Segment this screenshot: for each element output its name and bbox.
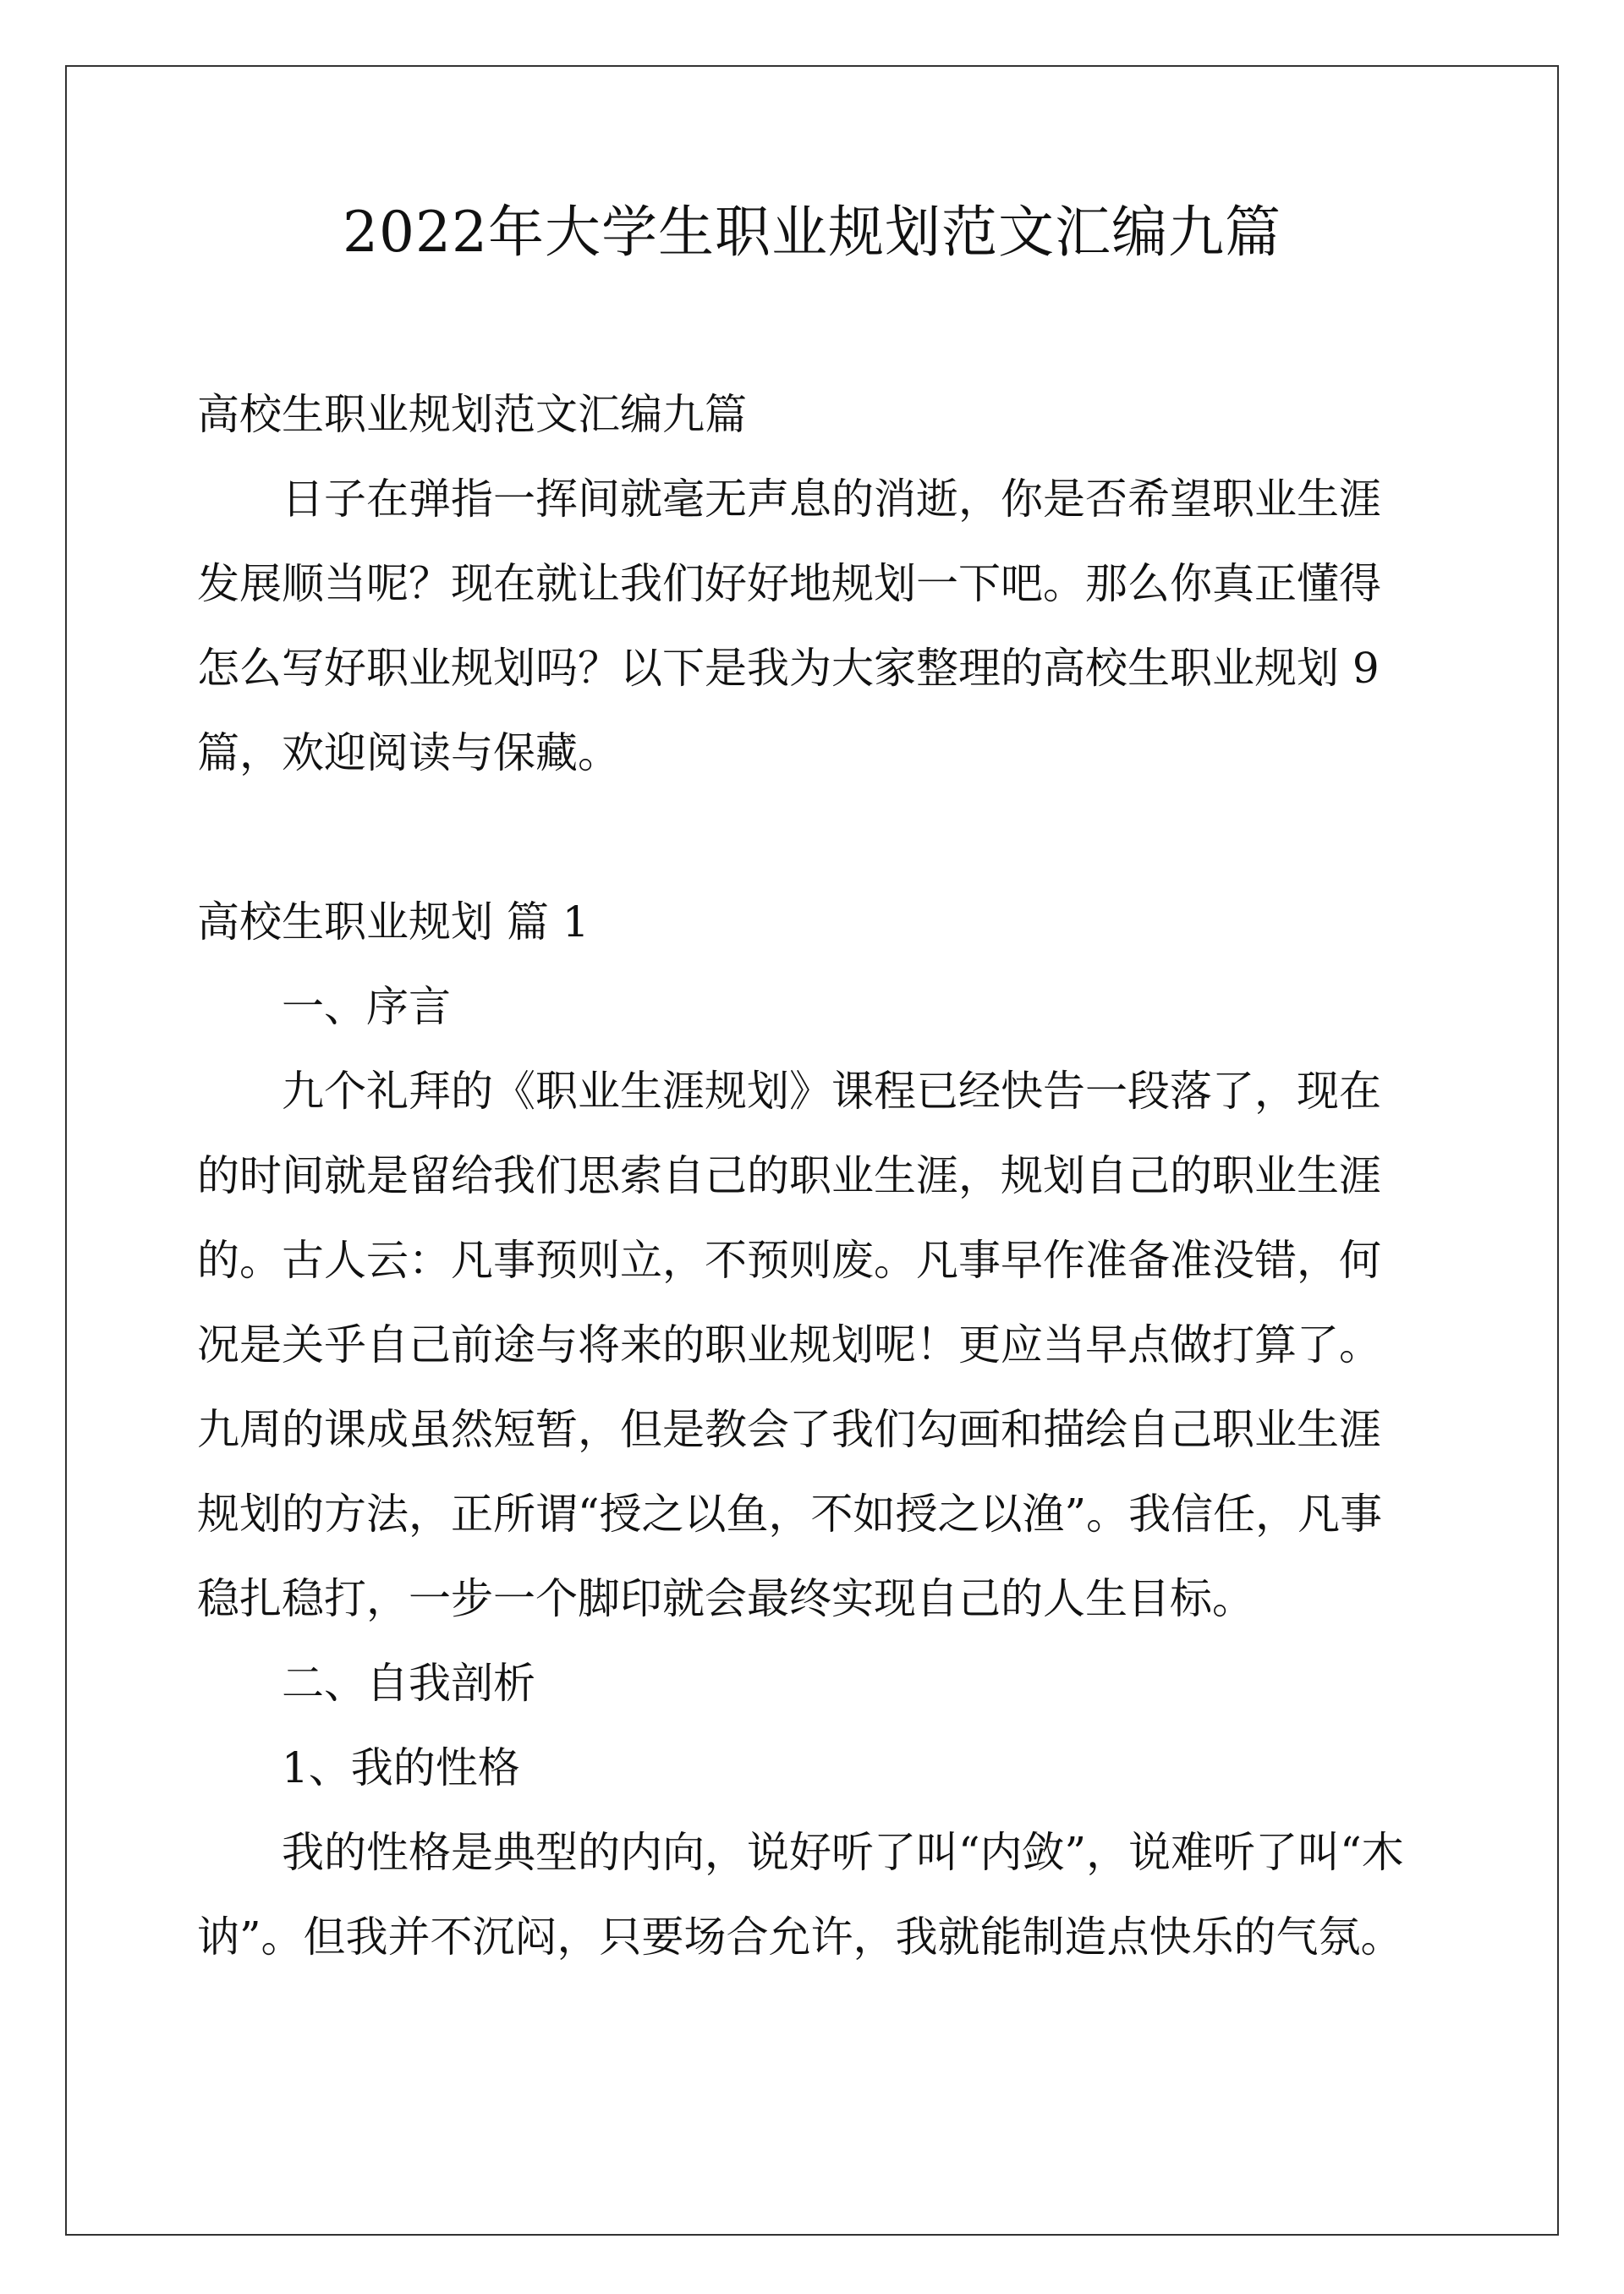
personality-line: 我的性格是典型的内向，说好听了叫“内敛”，说难听了叫“木 bbox=[282, 1828, 1404, 1877]
document-body bbox=[197, 372, 1429, 1979]
personality-paragraph bbox=[197, 1810, 1429, 1979]
section-spacer bbox=[197, 795, 1429, 880]
section-heading: 高校生职业规划 篇 1 bbox=[197, 897, 590, 947]
preface-line: 九周的课成虽然短暂，但是教会了我们勾画和描绘自己职业生涯 bbox=[197, 1405, 1381, 1454]
preface-line: 况是关乎自己前途与将来的职业规划呢！更应当早点做打算了。 bbox=[197, 1320, 1381, 1369]
preface-line: 的时间就是留给我们思索自己的职业生涯，规划自己的职业生涯 bbox=[197, 1151, 1381, 1200]
intro-line: 篇，欢迎阅读与保藏。 bbox=[197, 728, 620, 777]
personality-line: 讷”。但我并不沉闷，只要场合允许，我就能制造点快乐的气氛。 bbox=[197, 1913, 1403, 1962]
preface-line: 规划的方法，正所谓“授之以鱼，不如授之以渔”。我信任，凡事 bbox=[197, 1490, 1383, 1539]
document-title: 2022年大学生职业规划范文汇编九篇 bbox=[343, 200, 1281, 265]
intro-line: 日子在弹指一挥间就毫无声息的消逝，你是否希望职业生涯 bbox=[282, 475, 1381, 524]
heading-preface: 一、序言 bbox=[282, 982, 451, 1031]
document-subtitle: 高校生职业规划范文汇编九篇 bbox=[197, 390, 747, 439]
heading-personality: 1、我的性格 bbox=[282, 1743, 520, 1792]
preface-line: 的。古人云：凡事预则立，不预则废。凡事早作准备准没错，何 bbox=[197, 1236, 1381, 1285]
preface-paragraph bbox=[197, 1049, 1429, 1641]
preface-line: 九个礼拜的《职业生涯规划》课程已经快告一段落了，现在 bbox=[282, 1067, 1381, 1116]
intro-line: 发展顺当呢？现在就让我们好好地规划一下吧。那么你真正懂得 bbox=[197, 559, 1381, 608]
preface-line: 稳扎稳打，一步一个脚印就会最终实现自己的人生目标。 bbox=[197, 1574, 1254, 1623]
heading-self-analysis: 二、自我剖析 bbox=[282, 1659, 535, 1708]
intro-paragraph bbox=[197, 457, 1429, 795]
intro-line: 怎么写好职业规划吗？以下是我为大家整理的高校生职业规划 9 bbox=[197, 644, 1380, 693]
